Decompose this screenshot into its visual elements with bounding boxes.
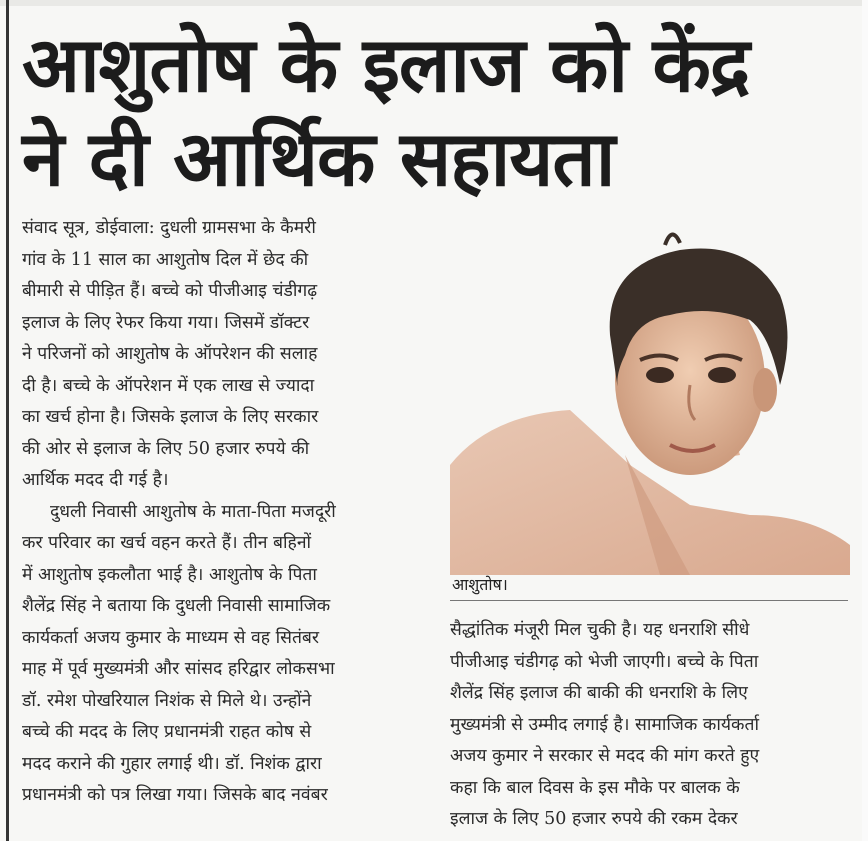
photo-caption: आशुतोष। [452,575,508,594]
body-line: गांव के 11 साल का आशुतोष दिल में छेद की [22,249,309,270]
body-line: संवाद सूत्र, डोईवाला: दुधली ग्रामसभा के कैमरी [22,218,316,238]
body-line: सैद्धांतिक मंजूरी मिल चुकी है। यह धनराशि सीधे [450,620,750,640]
body-line: ने परिजनों को आशुतोष के ऑपरेशन की सलाह [22,344,318,364]
boy-photo [450,215,850,575]
right-margin [862,0,868,841]
body-line: का खर्च होना है। जिसके इलाज के लिए सरकार [22,407,319,427]
top-margin [0,0,868,6]
body-line: माह में पूर्व मुख्यमंत्री और सांसद हरिद्वार लोकसभा [22,659,335,679]
body-line: पीजीआइ चंडीगढ़ को भेजी जाएगी। बच्चे के पिता [450,651,759,672]
body-line: कहा कि बाल दिवस के इस मौके पर बालक के [450,777,740,798]
body-line: डॉ. रमेश पोखरियाल निशंक से मिले थे। उन्होंने [22,690,312,711]
body-line: दी है। बच्चे के ऑपरेशन में एक लाख से ज्यादा [22,375,315,396]
body-line: मुख्यमंत्री से उम्मीद लगाई है। सामाजिक कार्यकर्ता [450,714,759,735]
body-line: अजय कुमार ने सरकार से मदद की मांग करते हुए [450,746,760,766]
caption-divider [450,600,848,601]
column-rule [6,0,9,841]
body-line: शैलेंद्र सिंह ने बताया कि दुधली निवासी सामाजिक [22,596,331,616]
body-line: प्रधानमंत्री को पत्र लिखा गया। जिसके बाद नवंबर [22,785,328,805]
body-line: आर्थिक मदद दी गई है। [22,470,169,490]
headline-line-2: ने दी आर्थिक सहायता [22,114,615,203]
body-line: कर परिवार का खर्च वहन करते हैं। तीन बहिनों [22,533,312,553]
portrait-illustration [450,215,850,575]
body-line: दुधली निवासी आशुतोष के माता-पिता मजदूरी [50,501,336,522]
body-line: की ओर से इलाज के लिए 50 हजार रुपये की [22,438,310,459]
article-body-right [450,615,855,836]
headline [22,18,842,206]
body-line: शैलेंद्र सिंह इलाज की बाकी की धनराशि के लिए [450,683,748,703]
headline-line-1: आशुतोष के इलाज को केंद्र [22,20,750,109]
body-line: इलाज के लिए रेफर किया गया। जिसमें डॉक्टर [22,312,310,333]
article-body-left [22,213,432,812]
body-line: मदद कराने की गुहार लगाई थी। डॉ. निशंक द्वारा [22,753,322,774]
body-line: कार्यकर्ता अजय कुमार के माध्यम से वह सितंबर [22,627,320,648]
body-line: में आशुतोष इकलौता भाई है। आशुतोष के पिता [22,564,317,585]
body-line: इलाज के लिए 50 हजार रुपये की रकम देकर [450,809,738,829]
body-line: बच्चे की मदद के लिए प्रधानमंत्री राहत कोष से [22,722,312,742]
body-line: बीमारी से पीड़ित हैं। बच्चे को पीजीआइ चंडीगढ़ [22,281,318,301]
